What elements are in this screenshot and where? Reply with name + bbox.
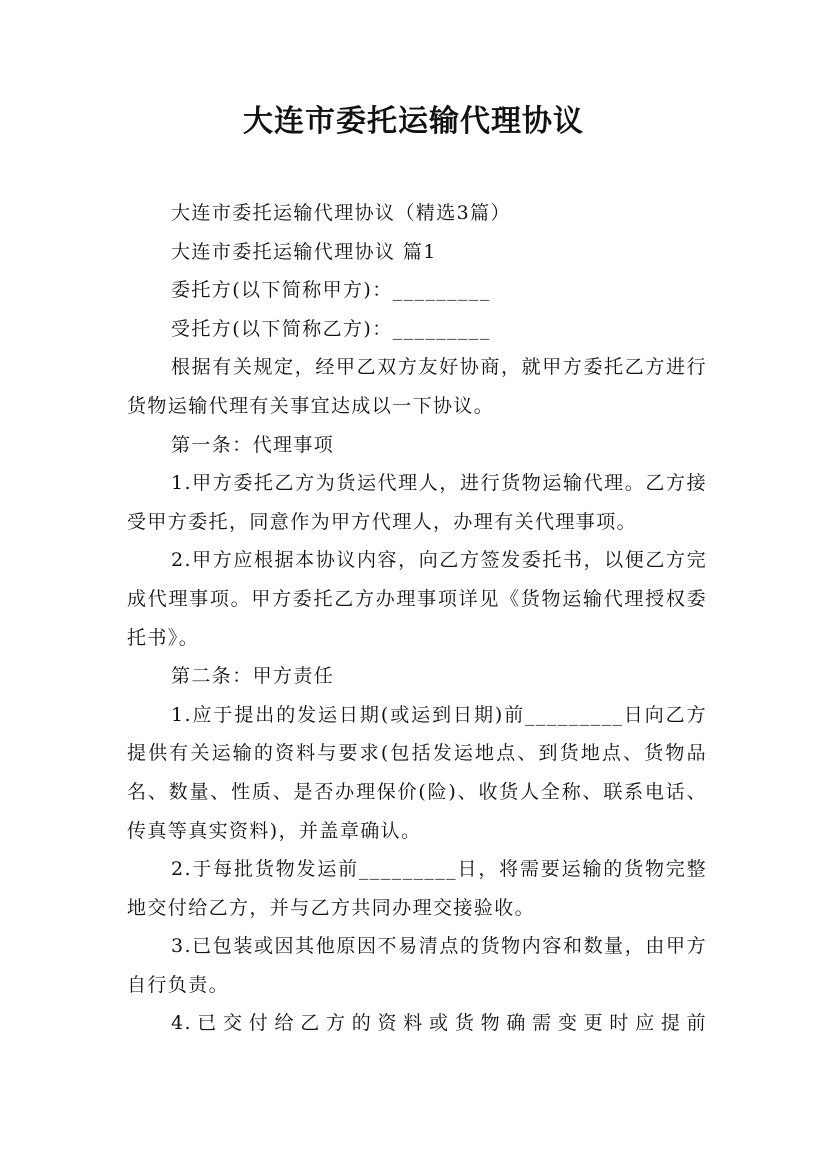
paragraph-article-2-heading: 第二条：甲方责任 [171,665,335,688]
paragraph-article-1-heading: 第一条：代理事项 [171,433,335,456]
paragraph-article-1-item-2: 2.甲方应根据本协议内容，向乙方签发委托书，以便乙方完成代理事项。甲方委托乙方办理事项详见《货物运输代理授权委托书》。 [127,549,707,649]
document-body [127,194,707,1043]
document-title: 大连市委托运输代理协议 [243,104,584,139]
paragraph-article-2-item-1: 1.应于提出的发运日期(或运到日期)前_________日向乙方提供有关运输的资料与要求(包括发运地点、到货地点、货物品名、数量、性质、是否办理保价(险)、收货人全称、联系电话、传真等真实资料)，并盖章确认。 [127,703,707,842]
paragraph-article-2-item-4: 4.已交付给乙方的资料或货物确需变更时应提前 [171,1012,707,1035]
paragraph-preamble: 根据有关规定，经甲乙双方友好协商，就甲方委托乙方进行货物运输代理有关事宜达成以一下协议。 [127,356,707,417]
paragraph-party-a: 委托方(以下简称甲方)：_________ [171,279,491,302]
paragraph-subtitle: 大连市委托运输代理协议（精选3篇） [171,202,511,224]
paragraph-article-2-item-2: 2.于每批货物发运前_________日，将需要运输的货物完整地交付给乙方，并与乙方共同办理交接验收。 [127,858,707,919]
paragraph-party-b: 受托方(以下简称乙方)：_________ [171,317,491,340]
paragraph-section-heading: 大连市委托运输代理协议 篇1 [171,240,437,263]
paragraph-article-1-item-1: 1.甲方委托乙方为货运代理人，进行货物运输代理。乙方接受甲方委托，同意作为甲方代理人，办理有关代理事项。 [127,472,707,533]
paragraph-article-2-item-3: 3.已包装或因其他原因不易清点的货物内容和数量，由甲方自行负责。 [127,935,707,996]
